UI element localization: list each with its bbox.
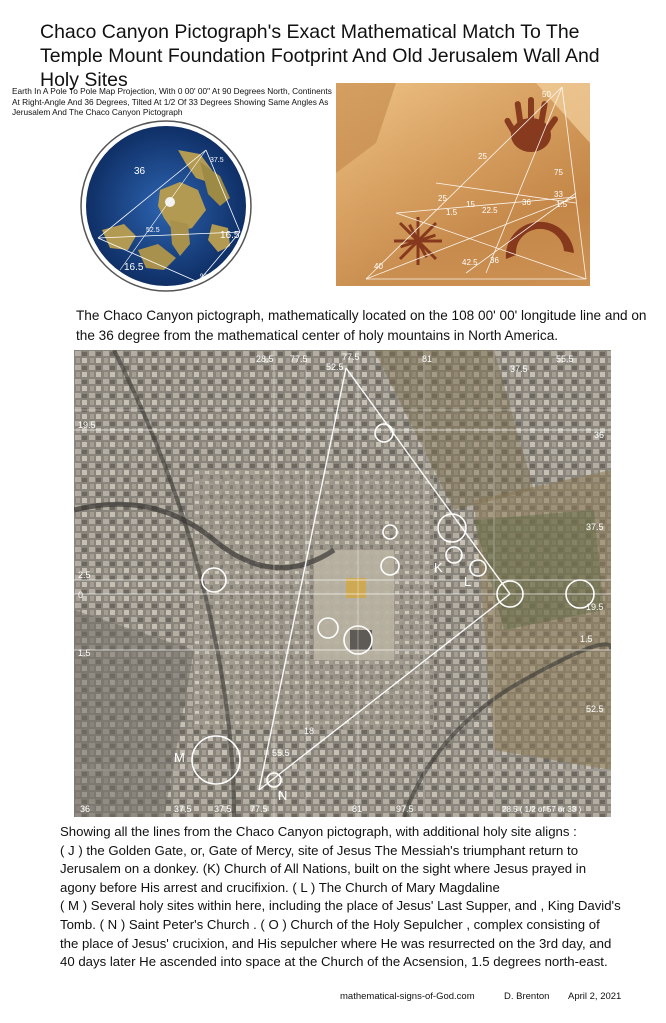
angle-label: 2.5 (78, 570, 91, 580)
pictograph-label: 36 (490, 256, 499, 265)
site-letter-l: L (464, 574, 472, 589)
angle-label: 36 (80, 804, 91, 814)
angle-label: 52.5 (586, 704, 604, 714)
angle-label: 77.5 (250, 804, 268, 814)
chaco-caption: The Chaco Canyon pictograph, mathematically located on the 108 00' 00' longitude line and on the 36 degree from the mathematical center of holy mountains in North America. (76, 308, 647, 343)
footer-date: April 2, 2021 (568, 991, 622, 1002)
globe-label: 16.5 (124, 262, 144, 273)
angle-label: 97.5 (396, 804, 414, 814)
description-line: Jerusalem on a donkey. (K) Church of All Nations, built on the sight where Jesus prayed in (60, 861, 587, 877)
description-line: ( J ) the Golden Gate, or, Gate of Mercy, site of Jesus The Messiah's triumphant return to (60, 842, 579, 858)
description-line: the place of Jesus' crucixion, and His sepulcher where He was resurrected on the 3rd day, and (60, 935, 612, 951)
page-title: Chaco Canyon Pictograph's Exact Mathematical Match To The Temple Mount Foundation Footprint And Old Jerusalem Wall And Holy Sites (40, 21, 600, 91)
pictograph-label: 42.5 (462, 258, 478, 267)
description-line: Tomb. ( N ) Saint Peter's Church . ( O ) Church of the Holy Sepulcher , complex consisting of (60, 916, 600, 932)
jerusalem-aerial-photo (74, 350, 611, 817)
pictograph-label: 25 (438, 194, 447, 203)
globe-label: 16.5 (220, 230, 240, 241)
angle-label: 81 (352, 804, 363, 814)
star-icon (394, 217, 442, 265)
site-letter-k: K (434, 560, 443, 575)
angle-label: 55.5 (556, 354, 574, 364)
description-line: Showing all the lines from the Chaco Canyon pictograph, with additional holy site aligns : (60, 824, 577, 839)
pictograph-label: 15 (466, 200, 475, 209)
pictograph-label: 1.5 (446, 208, 458, 217)
angle-label: 37.5 (214, 804, 232, 814)
pictograph-label: 22.5 (482, 206, 498, 215)
angle-label: 19.5 (78, 420, 96, 430)
pictograph-label: 25 (478, 152, 487, 161)
pictograph-label: 1.5 (556, 200, 568, 209)
angle-label: 37.5 (510, 364, 528, 374)
pictograph-label: 50 (542, 90, 551, 99)
angle-label: 19.5 (586, 602, 604, 612)
pictograph-label: 33 (554, 190, 563, 199)
site-letter-n: N (278, 788, 288, 803)
angle-label: 1.5 (78, 648, 91, 658)
angle-label: 28.5 (256, 354, 274, 364)
pictograph-photo (336, 83, 590, 286)
globe-map-image (80, 120, 252, 292)
description-line: agony before His arrest and crucifixion. ( L ) The Church of Mary Magdaline (60, 879, 500, 895)
angle-label: 18 (304, 726, 315, 736)
holy-sites-description (60, 823, 660, 972)
angle-label: 37.5 (586, 522, 604, 532)
angle-label: 1.5 (580, 634, 593, 644)
pictograph-label: 36 (522, 198, 531, 207)
globe-label: 36 (134, 166, 146, 177)
angle-label: 77.5 (342, 352, 360, 362)
globe-caption: Earth In A Pole To Pole Map Projection, With 0 00' 00" At 90 Degrees North, Continents At Right-Angle And 36 Degrees, Tilted At 1/2 Of 33 Degrees Showing Same Angles As Jerusalem And The Chaco Canyon Pictograph (12, 86, 332, 117)
angle-label: 55.5 (272, 748, 290, 758)
angle-label: 36 (594, 430, 605, 440)
angle-label: 0 (78, 590, 84, 600)
globe-label: 90 (200, 274, 207, 280)
footer-website: mathematical-signs-of-God.com (340, 991, 475, 1002)
angle-label: 77.5 (290, 354, 308, 364)
angle-label: 52.5 (326, 362, 344, 372)
globe-label: 37.5 (210, 157, 224, 164)
globe-label: 52.5 (146, 227, 160, 234)
description-line: 40 days later He ascended into space at the Church of the Acsension, 1.5 degrees north-east. (60, 954, 608, 970)
angle-label: 81 (422, 354, 433, 364)
angle-label: 37.5 (174, 804, 192, 814)
description-line: ( M ) Several holy sites within here, including the place of Jesus' Last Supper, and , King David's (60, 898, 621, 914)
footer-author: D. Brenton (504, 991, 550, 1002)
angle-label: 28.5 ( 1/2 of 57 or 33 ) (502, 805, 582, 814)
pictograph-label: 75 (554, 168, 563, 177)
site-letter-m: M (174, 750, 185, 765)
pictograph-label: 40 (374, 262, 383, 271)
